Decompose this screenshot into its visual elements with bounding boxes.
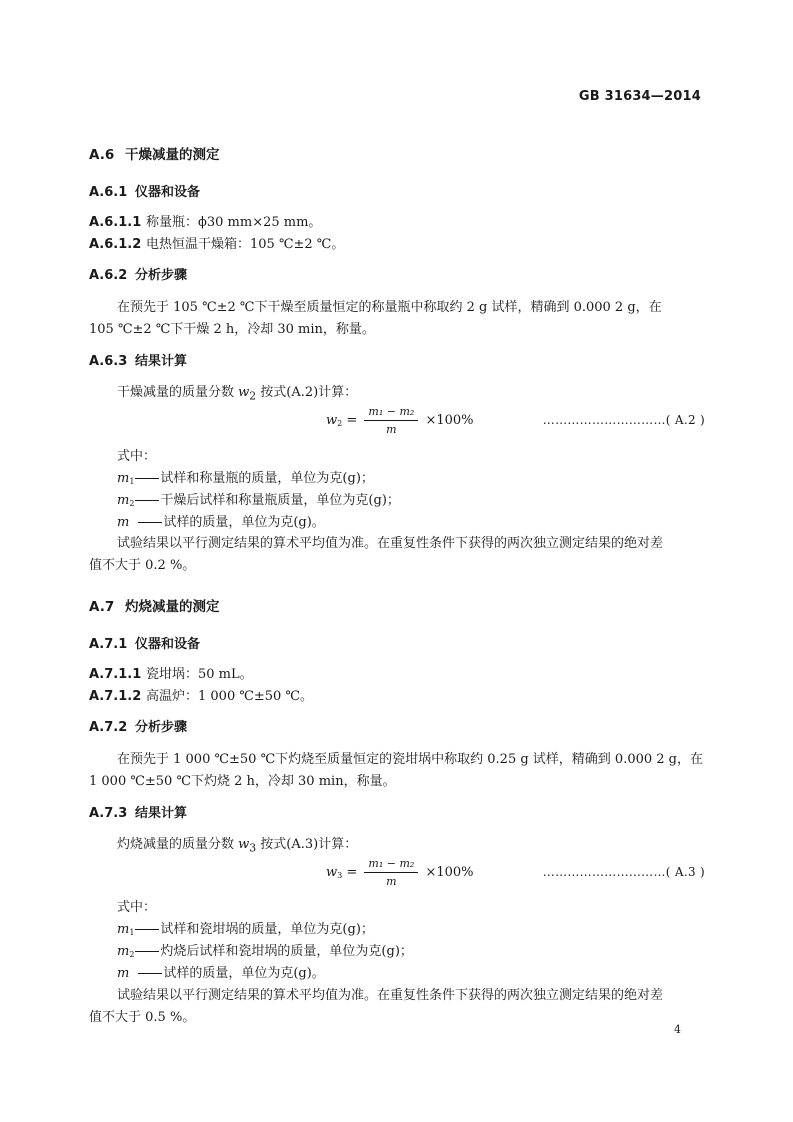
subsection-title: 结果计算: [135, 354, 188, 369]
variable-definition: [117, 467, 374, 486]
fraction-numerator: m₁ − m₂: [364, 857, 418, 873]
em-dash: [138, 973, 162, 974]
clause-number: A.6.1.2: [89, 237, 142, 252]
clause-text: 电热恒温干燥箱：105 ℃±2 ℃。: [146, 237, 345, 252]
subsection-title: 仪器和设备: [135, 637, 201, 652]
subsection-heading-a71: [89, 633, 200, 652]
section-title: 灼烧减量的测定: [125, 599, 220, 615]
formula-multiplier: ×100%: [425, 865, 474, 880]
section-heading-a7: [89, 595, 220, 615]
formula-lhs-subscript: 3: [337, 871, 343, 880]
calculation-intro: [117, 381, 357, 403]
clause-text: 高温炉：1 000 ℃±50 ℃。: [146, 689, 314, 704]
clause-text: 称量瓶：ϕ30 mm×25 mm。: [146, 215, 322, 230]
subsection-heading-a61: [89, 181, 200, 200]
formula-lhs-subscript: 2: [337, 419, 343, 428]
variable-description: 试样的质量，单位为克(g)。: [163, 966, 325, 981]
subsection-heading-a62: [89, 264, 187, 283]
variable-subscript: 1: [129, 928, 135, 937]
clause-number: A.7.1.2: [89, 689, 142, 704]
variable-symbol: w: [238, 837, 250, 852]
subsection-heading-a63: [89, 350, 187, 369]
variable-subscript: 2: [129, 499, 135, 508]
page-number: 4: [674, 1023, 681, 1036]
variable-subscript: 1: [129, 477, 135, 486]
subsection-number: A.7.2: [89, 720, 128, 735]
variable-symbol: m: [117, 493, 130, 508]
formula-lhs: w: [326, 865, 338, 880]
em-dash: [135, 478, 159, 479]
calculation-intro: [117, 833, 357, 855]
variable-description: 干燥后试样和称量瓶质量，单位为克(g)；: [160, 493, 400, 508]
intro-text: 按式(A.3)计算：: [256, 837, 358, 852]
procedure-line: 1 000 ℃±50 ℃下灼烧 2 h，冷却 30 min，称量。: [89, 774, 396, 789]
section-heading-a6: [89, 143, 220, 163]
subsection-heading-a72: [89, 716, 187, 735]
em-dash: [138, 522, 162, 523]
clause-number: A.6.1.1: [89, 215, 142, 230]
formula-a3: [326, 857, 474, 888]
clause-a611: [89, 211, 321, 230]
variable-description: 试样和称量瓶的质量，单位为克(g)；: [160, 471, 374, 486]
fraction-numerator: m₁ − m₂: [364, 405, 418, 421]
subsection-title: 仪器和设备: [135, 185, 201, 200]
variable-symbol: m: [117, 944, 130, 959]
subsection-title: 分析步骤: [135, 268, 188, 283]
variable-description: 试样和瓷坩埚的质量，单位为克(g)；: [160, 922, 374, 937]
equation-label-a2: …………………………( A.2 ): [542, 413, 705, 427]
section-title: 干燥减量的测定: [125, 147, 220, 163]
subsection-number: A.7.3: [89, 806, 128, 821]
subsection-number: A.7.1: [89, 637, 128, 652]
variable-definition: [117, 940, 413, 959]
variable-definition: [117, 489, 400, 508]
subsection-number: A.6.3: [89, 354, 128, 369]
em-dash: [135, 951, 159, 952]
fraction: [364, 405, 418, 436]
section-number: A.7: [89, 599, 115, 615]
subsection-heading-a73: [89, 802, 187, 821]
clause-a612: [89, 233, 344, 252]
em-dash: [135, 929, 159, 930]
variable-definition: [117, 511, 325, 530]
standard-number: GB 31634—2014: [578, 89, 701, 104]
formula-multiplier: ×100%: [425, 413, 474, 428]
variable-subscript: 2: [249, 389, 257, 403]
result-statement: 值不大于 0.2 %。: [89, 558, 196, 573]
result-statement: 试验结果以平行测定结果的算术平均值为准。在重复性条件下获得的两次独立测定结果的绝对差: [117, 988, 664, 1003]
variable-symbol: m: [117, 966, 130, 981]
variable-symbol: m: [117, 515, 130, 530]
where-label: 式中：: [117, 449, 157, 464]
clause-text: 瓷坩埚：50 mL。: [146, 667, 253, 682]
procedure-line: 在预先于 1 000 ℃±50 ℃下灼烧至质量恒定的瓷坩埚中称取约 0.25 g 试样，精确到 0.000 2 g，在: [117, 752, 704, 767]
fraction-denominator: m: [386, 875, 397, 888]
clause-a712: [89, 685, 313, 704]
clause-number: A.7.1.1: [89, 667, 142, 682]
variable-definition: [117, 918, 374, 937]
subsection-title: 结果计算: [135, 806, 188, 821]
subsection-number: A.6.1: [89, 185, 128, 200]
procedure-line: 在预先于 105 ℃±2 ℃下干燥至质量恒定的称量瓶中称取约 2 g 试样，精确到 0.000 2 g，在: [117, 300, 662, 315]
equals-sign: =: [346, 865, 358, 880]
variable-definition: [117, 962, 325, 981]
procedure-line: 105 ℃±2 ℃下干燥 2 h，冷却 30 min，称量。: [89, 322, 375, 337]
variable-symbol: m: [117, 922, 130, 937]
clause-a711: [89, 663, 253, 682]
fraction: [364, 857, 418, 888]
intro-text: 按式(A.2)计算：: [256, 385, 358, 400]
variable-description: 灼烧后试样和瓷坩埚的质量，单位为克(g)；: [160, 944, 413, 959]
variable-subscript: 2: [129, 950, 135, 959]
equation-label-a3: …………………………( A.3 ): [542, 865, 705, 879]
intro-text: 灼烧减量的质量分数: [117, 837, 239, 852]
formula-lhs: w: [326, 413, 338, 428]
result-statement: 值不大于 0.5 %。: [89, 1010, 196, 1025]
variable-description: 试样的质量，单位为克(g)。: [163, 515, 325, 530]
variable-subscript: 3: [249, 841, 257, 855]
equals-sign: =: [346, 413, 358, 428]
formula-a2: [326, 405, 474, 436]
subsection-title: 分析步骤: [135, 720, 188, 735]
section-number: A.6: [89, 147, 115, 163]
where-label: 式中：: [117, 900, 157, 915]
variable-symbol: w: [238, 385, 250, 400]
em-dash: [135, 500, 159, 501]
variable-symbol: m: [117, 471, 130, 486]
fraction-denominator: m: [386, 423, 397, 436]
result-statement: 试验结果以平行测定结果的算术平均值为准。在重复性条件下获得的两次独立测定结果的绝对差: [117, 536, 664, 551]
subsection-number: A.6.2: [89, 268, 128, 283]
intro-text: 干燥减量的质量分数: [117, 385, 239, 400]
